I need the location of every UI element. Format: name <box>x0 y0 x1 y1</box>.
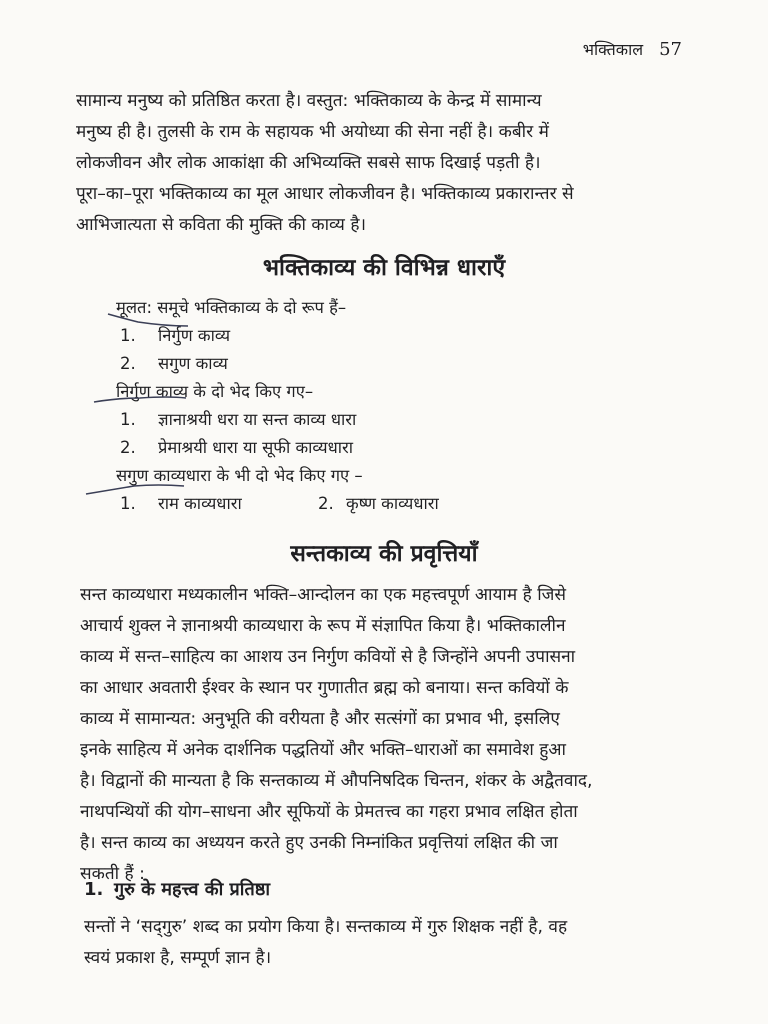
list-number: 2. <box>120 438 136 457</box>
list-item <box>116 406 439 434</box>
list-label: प्रेमाश्रयी धारा या सूफी काव्यधारा <box>158 438 354 457</box>
paragraph-line: सन्त काव्यधारा मध्यकालीन भक्ति–आन्दोलन का एक महत्त्वपूर्ण आयाम है जिसे <box>80 585 567 605</box>
page-number: 57 <box>659 39 682 60</box>
streams-intro: मूलत: समूचे भक्तिकाव्य के दो रूप हैं– <box>116 298 347 317</box>
tendencies-paragraph <box>80 580 690 890</box>
sagun-intro: सगुण काव्यधारा के भी दो भेद किए गए – <box>116 466 363 485</box>
running-header-title: भक्तिकाल <box>582 40 644 59</box>
list-item <box>116 434 439 462</box>
paragraph-line: सन्तों ने ‘सद्‌गुरु’ शब्द का प्रयोग किया है। सन्तकाव्य में गुरु शिक्षक नहीं है, वह <box>84 917 568 937</box>
heading-streams: भक्तिकाव्य की विभिन्न धाराएँ <box>262 255 506 281</box>
list-item <box>116 322 439 350</box>
list-number: 1. <box>120 326 136 345</box>
heading-tendencies: सन्तकाव्य की प्रवृत्तियाँ <box>290 541 478 567</box>
paragraph-line: लोकजीवन और लोक आकांक्षा की अभिव्यक्ति सबसे साफ दिखाई पड़ती है। <box>76 153 541 173</box>
running-header <box>583 38 682 60</box>
subsection-number: 1. <box>84 879 104 900</box>
paragraph-line: नाथपन्थियों की योग–साधना और सूफियों के प्रेमतत्त्व का गहरा प्रभाव लक्षित होता <box>80 802 578 822</box>
paragraph-line: है। सन्त काव्य का अध्ययन करते हुए उनकी निम्नांकित प्रवृत्तियां लक्षित की जा <box>80 833 558 853</box>
paragraph-line: आभिजात्यता से कविता की मुक्ति की काव्य है। <box>76 215 367 235</box>
paragraph-line: सामान्य मनुष्य को प्रतिष्ठित करता है। वस्तुत: भक्तिकाव्य के केन्द्र में सामान्य <box>76 91 542 111</box>
paragraph-line: है। विद्वानों की मान्यता है कि सन्तकाव्य में औपनिषदिक चिन्तन, शंकर के अद्वैतवाद, <box>80 771 593 791</box>
streams-outline <box>116 294 439 518</box>
list-number: 2. <box>120 354 136 373</box>
intro-paragraph <box>76 86 690 241</box>
subsection-title: गुरु के महत्त्व की प्रतिष्ठा <box>114 879 270 900</box>
list-label: ज्ञानाश्रयी धरा या सन्त काव्य धारा <box>158 410 357 429</box>
list-item <box>116 350 439 378</box>
paragraph-line: मनुष्य ही है। तुलसी के राम के सहायक भी अयोध्या की सेना नहीं है। कबीर में <box>76 122 549 142</box>
list-number: 2. <box>318 494 334 513</box>
nirgun-intro: निर्गुण काव्य के दो भेद किए गए– <box>116 382 314 401</box>
list-label: निर्गुण काव्य <box>158 326 231 345</box>
paragraph-line: का आधार अवतारी ईश्वर के स्थान पर गुणातीत ब्रह्म को बनाया। सन्त कवियों के <box>80 678 569 698</box>
list-label: सगुण काव्य <box>158 354 228 373</box>
guru-paragraph <box>84 912 688 974</box>
paragraph-line: पूरा–का–पूरा भक्तिकाव्य का मूल आधार लोकजीवन है। भक्तिकाव्य प्रकारान्तर से <box>76 184 574 204</box>
paragraph-line: स्वयं प्रकाश है, सम्पूर्ण ज्ञान है। <box>84 948 272 968</box>
paragraph-line: इनके साहित्य में अनेक दार्शनिक पद्धतियों और भक्ति–धाराओं का समावेश हुआ <box>80 740 566 760</box>
list-label: राम काव्यधारा <box>158 494 242 513</box>
paragraph-line: काव्य में सामान्यत: अनुभूति की वरीयता है और सत्संगों का प्रभाव भी, इसलिए <box>80 709 560 729</box>
list-item <box>116 490 439 518</box>
list-label: कृष्ण काव्यधारा <box>346 494 439 513</box>
list-number: 1. <box>120 410 136 429</box>
paragraph-line: आचार्य शुक्ल ने ज्ञानाश्रयी काव्यधारा के रूप में संज्ञापित किया है। भक्तिकालीन <box>80 616 566 636</box>
paragraph-line: सकती हैं : <box>80 864 145 884</box>
list-number: 1. <box>120 494 136 513</box>
subsection-heading <box>84 877 270 901</box>
paragraph-line: काव्य में सन्त–साहित्य का आशय उन निर्गुण कवियों से है जिन्होंने अपनी उपासना <box>80 647 576 667</box>
